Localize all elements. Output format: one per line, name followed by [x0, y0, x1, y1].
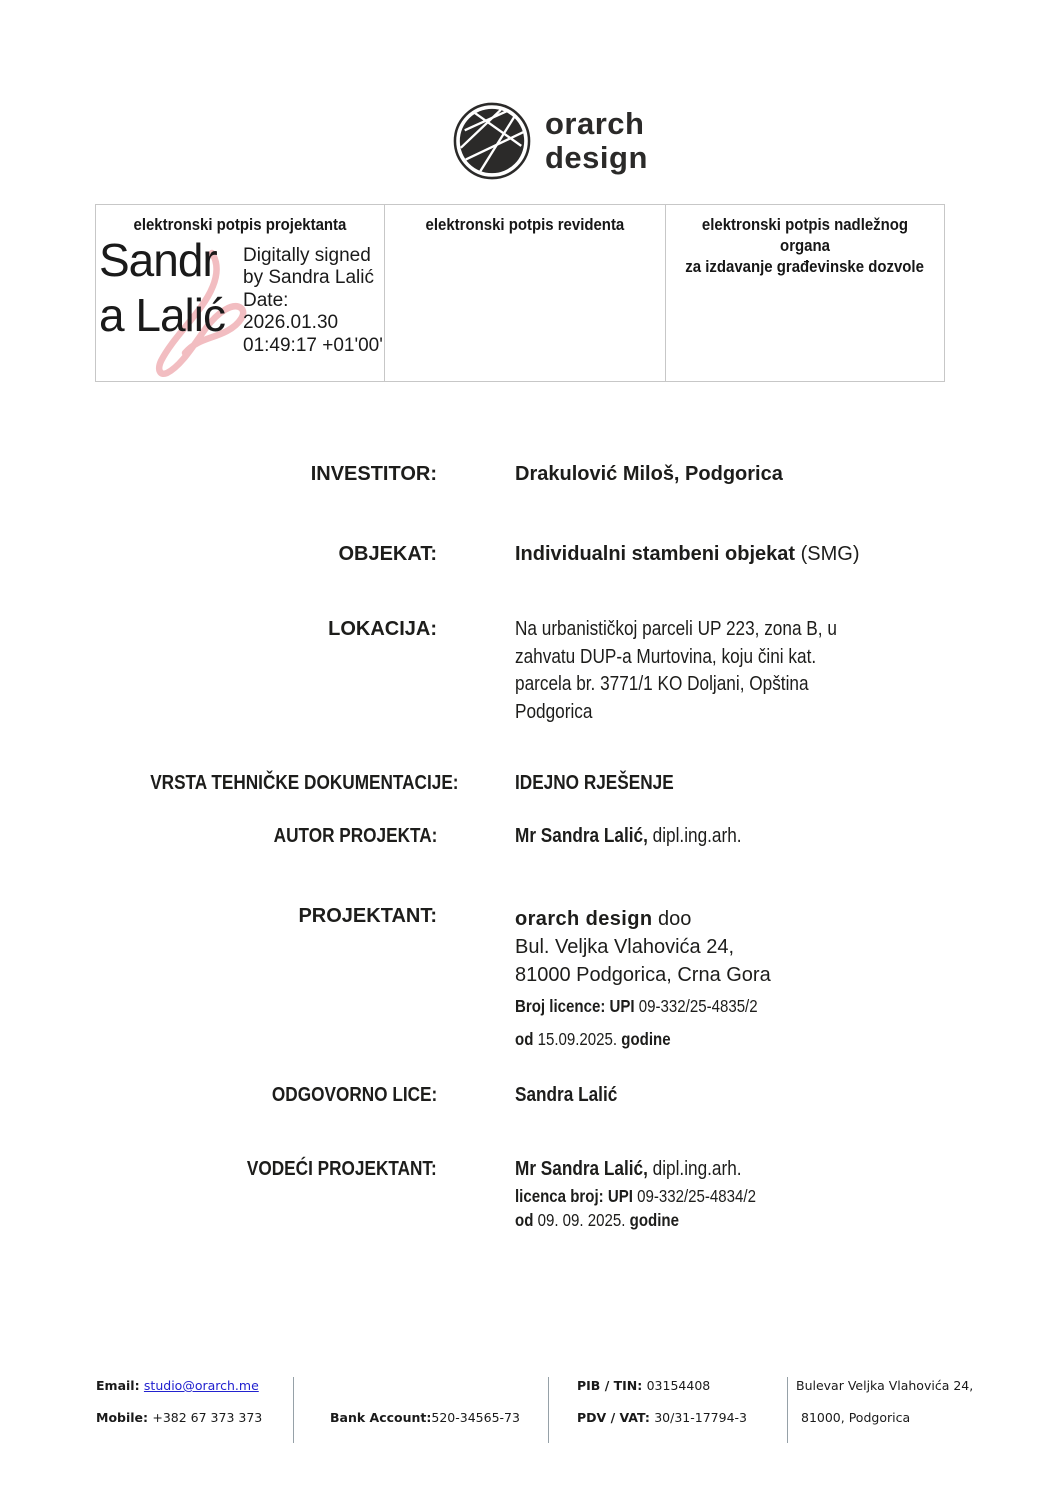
- projektant-address-line2: 81000 Podgorica, Crna Gora: [515, 964, 771, 986]
- logo-line1: orarch: [545, 106, 645, 141]
- signature-details: Digitally signed by Sandra Lalić Date: 2026.01.30 01:49:17 +01'00': [243, 245, 383, 356]
- vodeci-projektant-licence-date: od 09. 09. 2025. godine: [515, 1210, 679, 1230]
- investitor-value: Drakulović Miloš, Podgorica: [515, 463, 783, 485]
- signature-header-organ-line1: elektronski potpis nadležnog organa: [701, 215, 909, 255]
- lokacija-label: LOKACIJA:: [328, 618, 437, 640]
- projektant-label: PROJEKTANT:: [298, 905, 437, 927]
- footer-email: Email: studio@orarch.me: [96, 1378, 259, 1393]
- signature-table: [95, 204, 945, 382]
- company-logo: [453, 102, 648, 180]
- signature-cell-projektant: [96, 205, 385, 381]
- orarch-sphere-logo-icon: [453, 102, 531, 180]
- projektant-licence-date: od 15.09.2025. godine: [515, 1029, 671, 1049]
- footer-address-line1: Bulevar Veljka Vlahovića 24,: [796, 1378, 974, 1393]
- projektant-address-line1: Bul. Veljka Vlahovića 24,: [515, 936, 735, 958]
- projektant-licence: Broj licence: UPI 09-332/25-4835/2: [515, 996, 758, 1016]
- signature-cell-revident: [385, 205, 666, 381]
- odgovorno-lice-value: Sandra Lalić: [515, 1084, 618, 1106]
- footer-divider-2: [548, 1377, 549, 1443]
- footer-pib: PIB / TIN: 03154408: [577, 1378, 711, 1393]
- logo-wordmark: [545, 107, 648, 175]
- footer-pdv: PDV / VAT: 30/31-17794-3: [577, 1410, 747, 1425]
- footer-address-line2: 81000, Podgorica: [801, 1410, 911, 1425]
- signature-name: Sandr a Lalić: [99, 234, 225, 341]
- vodeci-projektant-licence: licenca broj: UPI 09-332/25-4834/2: [515, 1186, 756, 1206]
- investitor-label: INVESTITOR:: [310, 463, 437, 485]
- email-link[interactable]: studio@orarch.me: [143, 1378, 259, 1393]
- footer-bank-account: Bank Account:520-34565-73: [330, 1410, 520, 1425]
- odgovorno-lice-label: ODGOVORNO LICE:: [271, 1084, 437, 1106]
- autor-projekta-label: AUTOR PROJEKTA:: [273, 825, 437, 847]
- autor-projekta-value: Mr Sandra Lalić, dipl.ing.arh.: [515, 825, 742, 847]
- vodeci-projektant-value: Mr Sandra Lalić, dipl.ing.arh.: [515, 1158, 742, 1180]
- projektant-value: [515, 905, 771, 989]
- signature-header-revident: elektronski potpis revidenta: [425, 215, 625, 234]
- signature-header-organ-line2: za izdavanje građevinske dozvole: [685, 257, 925, 276]
- footer-divider-1: [293, 1377, 294, 1443]
- vrsta-dokumentacije-label: VRSTA TEHNIČKE DOKUMENTACIJE:: [150, 772, 459, 794]
- signature-header-projektant: elektronski potpis projektanta: [133, 215, 347, 234]
- vrsta-dokumentacije-value: IDEJNO RJEŠENJE: [515, 772, 674, 794]
- footer-divider-3: [787, 1377, 788, 1443]
- objekat-label: OBJEKAT:: [338, 543, 437, 565]
- lokacija-value: Na urbanističkoj parceli UP 223, zona B, u zahvatu DUP-a Murtovina, koju čini kat. parcela br. 3771/1 KO Doljani, Opština Podgorica: [515, 618, 837, 723]
- projektant-company: orarch design doo: [515, 908, 692, 930]
- vodeci-projektant-label: VODEĆI PROJEKTANT:: [247, 1158, 437, 1180]
- footer-mobile: Mobile: +382 67 373 373: [96, 1410, 263, 1425]
- signature-cell-nadlezni-organ: [666, 205, 944, 381]
- objekat-value: Individualni stambeni objekat (SMG): [515, 543, 860, 565]
- logo-line2: design: [545, 140, 648, 175]
